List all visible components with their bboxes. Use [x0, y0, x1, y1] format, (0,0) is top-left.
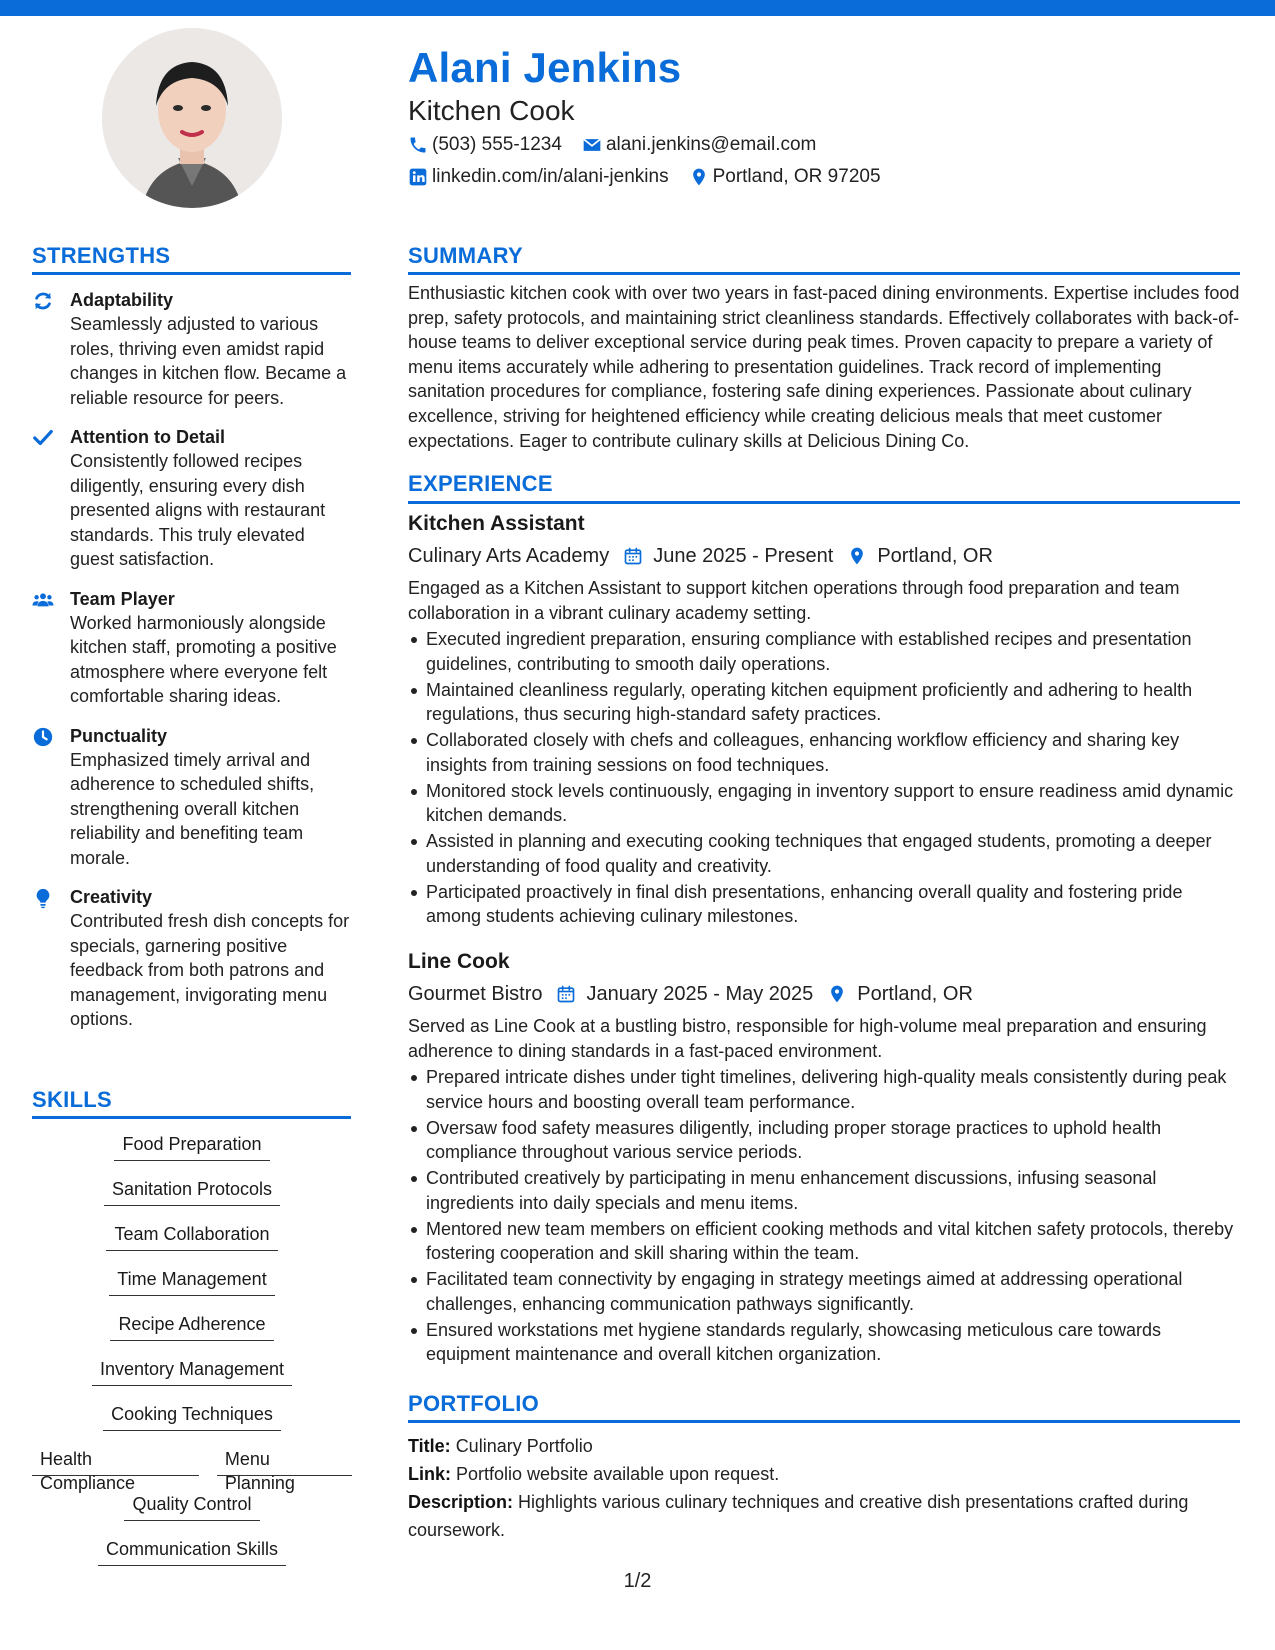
strength-desc: Worked harmoniously alongside kitchen staff, promoting a positive atmosphere where everyone felt comfortable sharing ideas. — [70, 612, 337, 706]
skill-tag: Time Management — [109, 1267, 274, 1296]
job-location-text: Portland, OR — [857, 983, 973, 1005]
job-location — [847, 542, 993, 570]
strengths-list — [32, 288, 352, 1047]
portfolio-desc-label: Description: — [408, 1492, 514, 1512]
bullet-item: Ensured workstations met hygiene standards regularly, showcasing meticulous care towards equipment maintenance and overall kitchen organization. — [408, 1318, 1240, 1367]
strength-item — [32, 885, 352, 1032]
linkedin-text[interactable]: linkedin.com/in/alani-jenkins — [432, 166, 669, 187]
portfolio-link-value: Portfolio website available upon request. — [456, 1464, 780, 1484]
portfolio-desc-value: Highlights various culinary techniques and creative dish presentations crafted during coursework. — [408, 1492, 1189, 1540]
skill-tag: Inventory Management — [92, 1357, 292, 1386]
strength-item — [32, 587, 352, 709]
job-location-text: Portland, OR — [877, 545, 993, 567]
calendar-icon — [623, 546, 643, 566]
linkedin-icon — [408, 167, 428, 187]
candidate-name: Alani Jenkins — [408, 44, 682, 91]
skills-heading: SKILLS — [32, 1087, 113, 1112]
skills-list — [32, 1132, 352, 1582]
phone-text: (503) 555-1234 — [432, 134, 562, 155]
job-bullets — [408, 1065, 1240, 1367]
job-bullets — [408, 627, 1240, 929]
strength-desc: Contributed fresh dish concepts for specials, garnering positive feedback from both patrons and management, invigorating menu options. — [70, 911, 350, 1029]
summary-heading: SUMMARY — [408, 243, 523, 268]
portfolio-block — [408, 1432, 1240, 1544]
job-title: Line Cook — [408, 950, 510, 973]
lightbulb-icon — [32, 887, 54, 909]
job-company: Gourmet Bistro — [408, 983, 543, 1005]
skill-tag: Recipe Adherence — [110, 1312, 273, 1341]
bullet-item: Prepared intricate dishes under tight timelines, delivering high-quality meals consistently during peak service hours and boosting overall team performance. — [408, 1065, 1240, 1114]
job-dates — [623, 542, 833, 570]
job-description: Engaged as a Kitchen Assistant to support kitchen operations through food preparation and team collaboration in a vibrant culinary academy setting. — [408, 578, 1180, 623]
calendar-icon — [556, 984, 576, 1004]
strength-title: Adaptability — [70, 290, 174, 310]
job-entry — [408, 510, 1240, 930]
skill-tag: Communication Skills — [98, 1537, 286, 1566]
strength-title: Punctuality — [70, 725, 168, 746]
job-description: Served as Line Cook at a bustling bistro, responsible for high-volume meal preparation and ensuring adherence to dining standards in a fast-paced environment. — [408, 1016, 1207, 1061]
bullet-item: Assisted in planning and executing cooking techniques that engaged students, promoting a deeper understanding of food quality and creativity. — [408, 829, 1240, 878]
job-title: Kitchen Assistant — [408, 512, 585, 535]
strength-item — [32, 724, 352, 871]
profile-photo-illustration — [102, 28, 282, 208]
job-dates — [556, 980, 813, 1008]
bullet-item: Oversaw food safety measures diligently, including proper storage practices to uphold health compliance throughout various service periods. — [408, 1116, 1240, 1165]
portfolio-rule — [408, 1420, 1240, 1423]
strength-desc: Seamlessly adjusted to various roles, thriving even amidst rapid changes in kitchen flow. Became a reliable resource for peers. — [70, 314, 347, 408]
experience-rule — [408, 501, 1240, 504]
location-text: Portland, OR 97205 — [712, 166, 881, 187]
skills-rule — [32, 1116, 351, 1119]
map-pin-icon — [827, 984, 847, 1004]
job-meta — [408, 980, 1240, 1008]
skill-tag: Quality Control — [124, 1492, 259, 1521]
portfolio-link-line — [408, 1460, 1240, 1488]
strength-item — [32, 288, 352, 410]
skill-tag: Health Compliance — [32, 1447, 199, 1476]
job-entry — [408, 948, 1240, 1368]
job-dates-text: June 2025 - Present — [653, 545, 834, 567]
skill-tag: Food Preparation — [114, 1132, 269, 1161]
bullet-item: Collaborated closely with chefs and colleagues, enhancing workflow efficiency and sharing key insights from training sessions on food techniques. — [408, 728, 1240, 777]
portfolio-link-label: Link: — [408, 1464, 451, 1484]
strength-item — [32, 425, 352, 572]
refresh-icon — [32, 290, 54, 312]
phone-icon — [408, 135, 428, 155]
job-company: Culinary Arts Academy — [408, 545, 610, 567]
bullet-item: Executed ingredient preparation, ensuring compliance with established recipes and presentation guidelines, contributing to smooth daily operations. — [408, 627, 1240, 676]
skill-tag: Menu Planning — [217, 1447, 352, 1476]
portfolio-title-value: Culinary Portfolio — [455, 1436, 593, 1456]
bullet-item: Participated proactively in final dish presentations, enhancing overall quality and fostering pride among students achieving culinary milestones. — [408, 880, 1240, 929]
contact-phone — [408, 134, 562, 156]
contact-linkedin[interactable] — [408, 166, 669, 188]
job-meta — [408, 542, 1240, 570]
email-text[interactable]: alani.jenkins@email.com — [605, 134, 817, 155]
portfolio-title-line — [408, 1432, 1240, 1460]
bullet-item: Mentored new team members on efficient cooking methods and vital kitchen safety protocols, thereby fostering cooperation and skill sharing within the team. — [408, 1217, 1240, 1266]
strength-title: Attention to Detail — [70, 427, 225, 447]
map-pin-icon — [689, 167, 709, 187]
map-pin-icon — [847, 546, 867, 566]
portfolio-title-label: Title: — [408, 1436, 451, 1456]
strength-title: Creativity — [70, 887, 153, 907]
skill-tag: Sanitation Protocols — [104, 1177, 280, 1206]
strength-title: Team Player — [70, 588, 175, 609]
page-number: 1/2 — [623, 1570, 652, 1592]
top-accent-bar — [0, 0, 1275, 16]
bullet-item: Facilitated team connectivity by engaging in strategy meetings aimed at addressing operational challenges, enhancing communication pathways significantly. — [408, 1267, 1240, 1316]
contact-row-2 — [408, 166, 901, 188]
summary-text: Enthusiastic kitchen cook with over two years in fast-paced dining environments. Expertise includes food prep, safety protocols, and maintaining strict cleanliness standards. Effectively collaborates with back-of-house teams to deliver exceptional service during peak times. Proven capacity to prepare a variety of menu items accurately while adhering to presentation guidelines. Track record of implementing sanitation procedures for compliance, fostering safe dining experiences. Passionate about culinary excellence, striving for heightened efficiency while creating delicious meals that meet customer expectations. Eager to contribute culinary skills at Delicious Dining Co. — [408, 283, 1240, 451]
bullet-item: Maintained cleanliness regularly, operating kitchen equipment proficiently and adhering to health regulations, thus securing high-standard safety practices. — [408, 678, 1240, 727]
contact-email[interactable] — [582, 134, 816, 156]
envelope-icon — [582, 135, 602, 155]
skill-tag: Team Collaboration — [106, 1222, 277, 1251]
contact-row-1 — [408, 134, 836, 156]
contact-location — [689, 166, 881, 188]
portfolio-desc-line — [408, 1488, 1240, 1544]
check-icon — [32, 427, 54, 449]
bullet-item: Monitored stock levels continuously, engaging in inventory support to ensure readiness amid dynamic kitchen demands. — [408, 779, 1240, 828]
job-dates-text: January 2025 - May 2025 — [586, 983, 814, 1005]
summary-rule — [408, 272, 1240, 275]
strengths-rule — [32, 272, 351, 275]
strength-desc: Emphasized timely arrival and adherence to scheduled shifts, strengthening overall kitchen reliability and benefiting team morale. — [70, 749, 315, 868]
bullet-item: Contributed creatively by participating in menu enhancement discussions, infusing seasonal ingredients into daily specials and menu items. — [408, 1166, 1240, 1215]
job-location — [827, 980, 973, 1008]
portfolio-heading: PORTFOLIO — [408, 1391, 540, 1416]
strength-desc: Consistently followed recipes diligently, ensuring every dish presented aligns with restaurant standards. This truly elevated guest satisfaction. — [70, 451, 326, 569]
strengths-heading: STRENGTHS — [32, 243, 171, 268]
candidate-role: Kitchen Cook — [408, 95, 575, 126]
clock-icon — [32, 726, 54, 748]
experience-heading: EXPERIENCE — [408, 471, 553, 496]
profile-photo — [102, 28, 282, 208]
skill-tag: Cooking Techniques — [103, 1402, 281, 1431]
users-icon — [32, 589, 54, 611]
